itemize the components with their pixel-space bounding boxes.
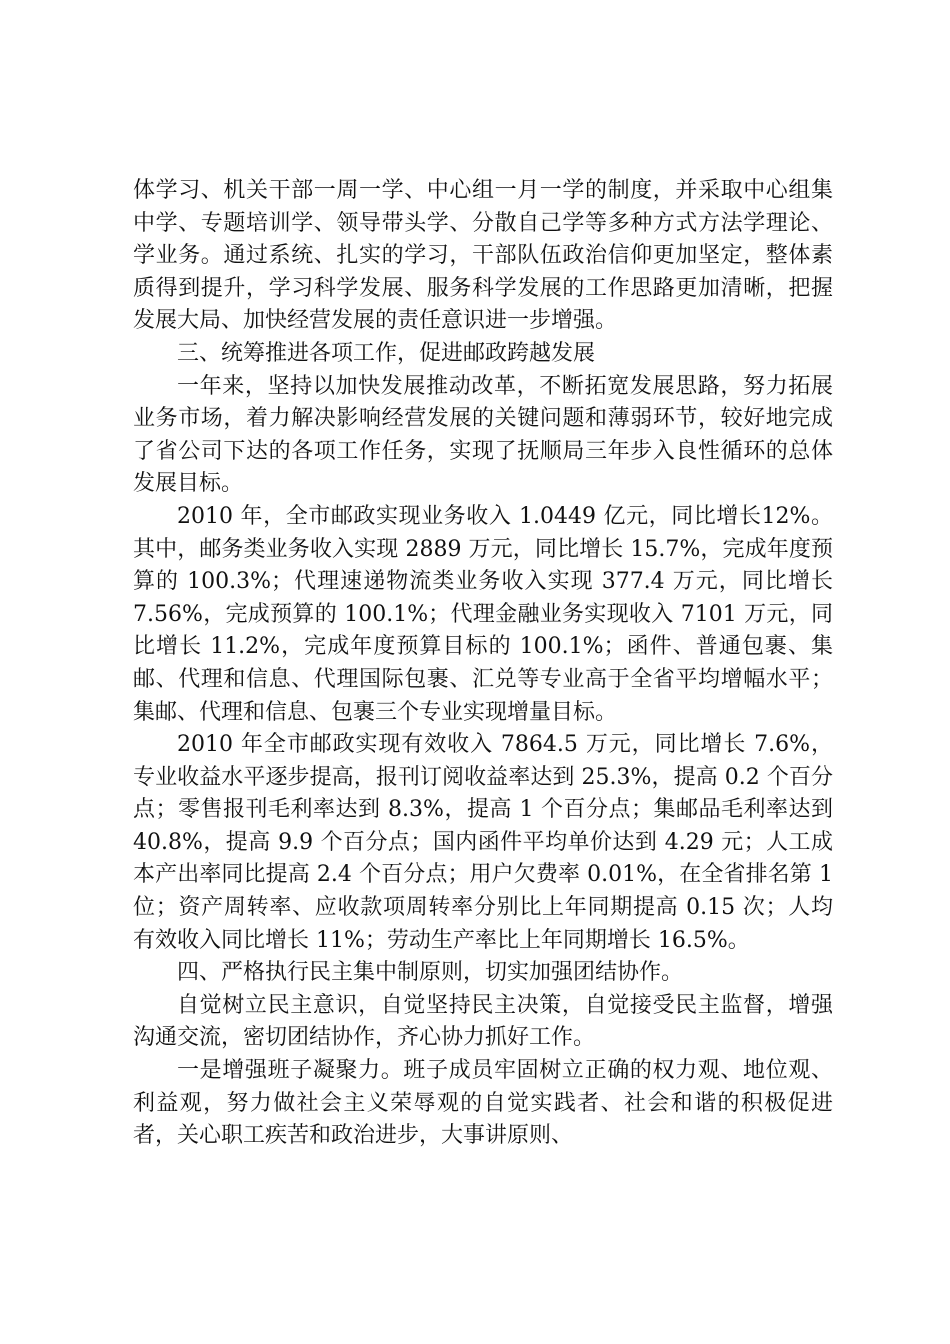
paragraph-effective-revenue: 2010 年全市邮政实现有效收入 7864.5 万元，同比增长 7.6%，专业收益水平逐步提高，报刊订阅收益率达到 25.3%，提高 0.2 个百分点；零售报刊毛利率达到 8.3%，提高 1 个百分点；集邮品毛利率达到 40.8%，提高 9.9 个百分点；国内函件平均单价达到 4.29 元；人工成本产出率同比提高 2.4 个百分点；用户欠费率 0.01%，在全省排名第 1 位；资产周转率、应收款项周转率分别比上年同期提高 0.15 次；人均有效收入同比增长 11%；劳动生产率比上年同期增长 16.5%。 [133, 732, 833, 953]
document-body [133, 175, 833, 1153]
section-heading-four: 四、严格执行民主集中制原则，切实加强团结协作。 [177, 960, 684, 986]
paragraph-study-system: 体学习、机关干部一周一学、中心组一月一学的制度，并采取中心组集中学、专题培训学、领导带头学、分散自己学等多种方式方法学理论、学业务。通过系统、扎实的学习，干部队伍政治信仰更加坚定，整体素质得到提升，学习科学发展、服务科学发展的工作思路更加清晰，把握发展大局、加快经营发展的责任意识进一步增强。 [133, 178, 833, 334]
section-heading-three: 三、统筹推进各项工作，促进邮政跨越发展 [177, 340, 596, 366]
paragraph-development-overview: 一年来，坚持以加快发展推动改革，不断拓宽发展思路，努力拓展业务市场，着力解决影响经营发展的关键问题和薄弱环节，较好地完成了省公司下达的各项工作任务，实现了抚顺局三年步入良性循环的总体发展目标。 [133, 373, 833, 497]
paragraph-business-revenue: 2010 年，全市邮政实现业务收入 1.0449 亿元，同比增长12%。其中，邮务类业务收入实现 2889 万元，同比增长 15.7%，完成年度预算的 100.3%；代理速递物流类业务收入实现 377.4 万元，同比增长 7.56%，完成预算的 100.1%；代理金融业务实现收入 7101 万元，同比增长 11.2%，完成年度预算目标的 100.1%；函件、普通包裹、集邮、代理和信息、代理国际包裹、汇兑等专业高于全省平均增幅水平；集邮、代理和信息、包裹三个专业实现增量目标。 [133, 503, 833, 725]
paragraph-team-cohesion: 一是增强班子凝聚力。班子成员牢固树立正确的权力观、地位观、利益观，努力做社会主义荣辱观的自觉实践者、社会和谐的积极促进者，关心职工疾苦和政治进步，大事讲原则、 [133, 1058, 833, 1149]
paragraph-democratic-awareness: 自觉树立民主意识，自觉坚持民主决策，自觉接受民主监督，增强沟通交流，密切团结协作，齐心协力抓好工作。 [133, 992, 833, 1051]
